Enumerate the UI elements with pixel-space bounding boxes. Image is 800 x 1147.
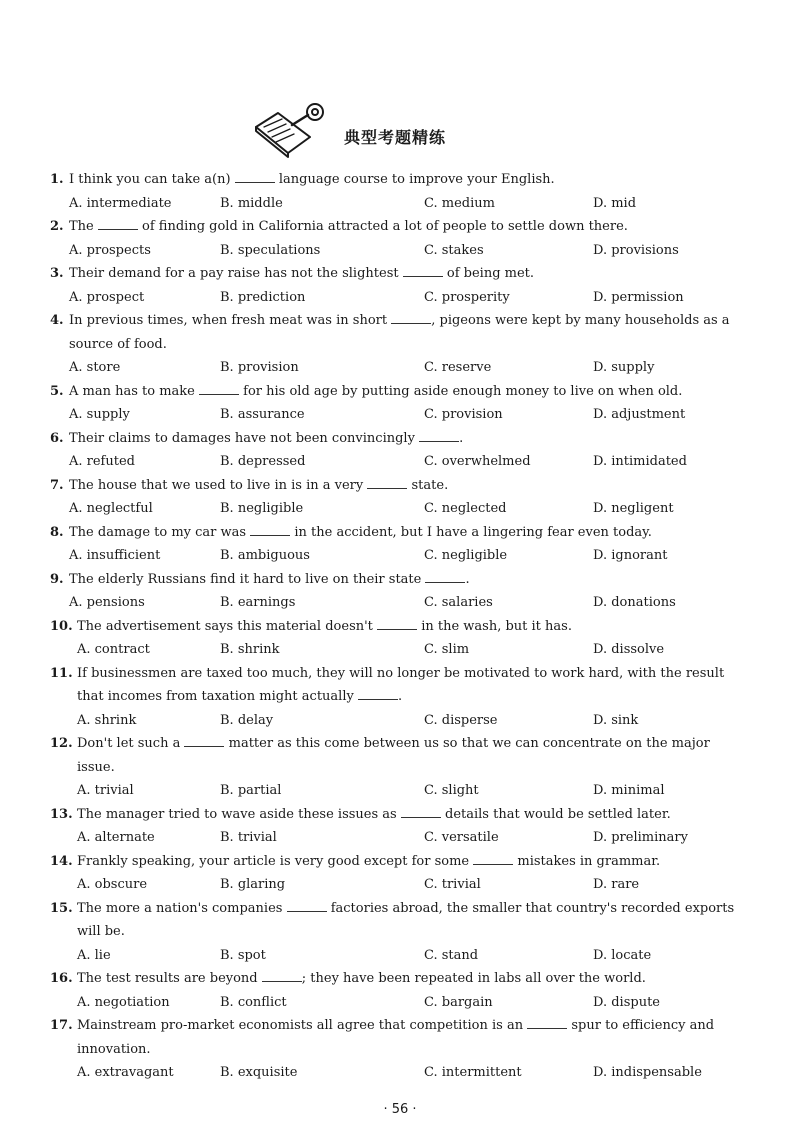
question-stem [0, 474, 800, 498]
option-b: B. conflict [220, 994, 287, 1010]
option-d: D. dispute [593, 994, 660, 1010]
question-stem [0, 521, 800, 545]
answer-blank [527, 1016, 567, 1029]
stem-after: details that would be settled later. [445, 806, 671, 822]
options-row [0, 709, 800, 733]
question-9 [0, 568, 800, 615]
stem-after: . [465, 571, 470, 587]
option-c: C. disperse [424, 712, 498, 728]
options-row [0, 591, 800, 615]
options-row [0, 944, 800, 968]
option-a: A. intermediate [69, 195, 172, 211]
option-d: D. adjustment [593, 407, 686, 422]
stem-before: Frankly speaking, your article is very good except for some [77, 853, 470, 869]
stem-before: If businessmen are taxed too much, they will no longer be motivated to work hard, with the result that incomes from taxation might actually [77, 665, 725, 704]
stem-before: The [69, 219, 94, 234]
option-d: D. ignorant [593, 548, 668, 563]
stem-before: The more a nation's companies [77, 900, 283, 916]
stem-after: matter as this come between us so that we can concentrate on the major issue. [77, 736, 710, 775]
option-b: B. provision [220, 360, 299, 375]
option-a: A. pensions [69, 595, 145, 610]
question-stem [0, 615, 800, 639]
stem-after: of finding gold in California attracted a lot of people to settle down there. [142, 219, 628, 234]
option-c: C. provision [424, 407, 503, 422]
answer-blank [377, 617, 417, 630]
stem-after: spur to efficiency and innovation. [77, 1018, 715, 1057]
option-a: A. shrink [77, 712, 137, 728]
question-15 [0, 897, 800, 968]
option-d: D. dissolve [593, 642, 665, 657]
question-stem [0, 427, 800, 451]
option-b: B. exquisite [220, 1065, 298, 1080]
stem-after: of being met. [446, 266, 535, 281]
option-b: B. trivial [220, 830, 277, 845]
answer-blank [401, 805, 441, 818]
question-number: 4. [50, 313, 64, 328]
stem-before: The advertisement says this material doesn't [77, 618, 373, 634]
question-number: 3. [50, 266, 64, 281]
question-stem [0, 662, 800, 709]
option-b: B. ambiguous [220, 548, 310, 563]
option-d: D. permission [593, 289, 684, 305]
option-d: D. rare [593, 877, 640, 892]
question-stem [0, 262, 800, 286]
option-c: C. versatile [424, 830, 499, 845]
stem-before: A man has to make [69, 383, 195, 399]
answer-blank [403, 264, 443, 277]
question-13 [0, 803, 800, 850]
option-c: C. neglected [424, 501, 507, 516]
option-c: C. reserve [424, 360, 492, 375]
question-7 [0, 474, 800, 521]
question-6 [0, 427, 800, 474]
options-row [0, 1061, 800, 1085]
question-stem [0, 309, 800, 356]
stem-before: The elderly Russians find it hard to live on their state [69, 571, 422, 587]
option-d: D. intimidated [593, 454, 687, 469]
stem-after: ; they have been repeated in labs all over the world. [301, 971, 646, 986]
option-c: C. slim [424, 642, 470, 657]
option-c: C. overwhelmed [424, 454, 531, 469]
option-b: B. depressed [220, 454, 306, 469]
options-row [0, 286, 800, 310]
stem-after: . [397, 689, 403, 704]
answer-blank [419, 429, 459, 442]
option-d: D. preliminary [593, 830, 688, 845]
question-11 [0, 662, 800, 733]
option-d: D. provisions [593, 242, 679, 258]
option-a: A. contract [77, 642, 150, 657]
question-number: 17. [50, 1018, 73, 1033]
answer-blank [367, 476, 407, 489]
question-17 [0, 1014, 800, 1085]
option-c: C. negligible [424, 548, 508, 563]
option-d: D. negligent [593, 501, 674, 516]
answer-blank [98, 217, 138, 230]
stem-before: The house that we used to live in is in a very [69, 477, 364, 493]
options-row [0, 239, 800, 263]
question-5 [0, 380, 800, 427]
option-c: C. stakes [424, 242, 484, 258]
notebook-key-icon [252, 103, 332, 161]
option-b: B. speculations [220, 242, 321, 258]
stem-after: factories abroad, the smaller that country's recorded exports will be. [77, 900, 735, 939]
option-a: A. prospects [69, 242, 151, 258]
stem-after: state. [411, 477, 449, 493]
option-a: A. extravagant [77, 1065, 174, 1080]
question-stem [0, 568, 800, 592]
options-row [0, 450, 800, 474]
question-stem [0, 897, 800, 944]
answer-blank [235, 170, 275, 183]
option-b: B. negligible [220, 501, 304, 516]
answer-blank [250, 523, 290, 536]
question-stem [0, 732, 800, 779]
question-number: 13. [50, 806, 73, 822]
stem-before: The manager tried to wave aside these issues as [77, 806, 397, 822]
stem-after: language course to improve your English. [278, 172, 555, 187]
answer-blank [391, 311, 431, 324]
question-number: 15. [50, 900, 73, 916]
option-b: B. shrink [220, 642, 280, 657]
question-14 [0, 850, 800, 897]
option-d: D. sink [593, 712, 639, 728]
stem-after: mistakes in grammar. [517, 853, 661, 869]
question-stem [0, 215, 800, 239]
options-row [0, 544, 800, 568]
question-number: 9. [50, 571, 64, 587]
option-c: C. stand [424, 947, 479, 963]
stem-after: , pigeons were kept by many households as a source of food. [69, 313, 730, 352]
option-a: A. lie [77, 947, 111, 963]
option-c: C. intermittent [424, 1065, 522, 1080]
question-list [0, 168, 800, 1085]
option-a: A. alternate [77, 830, 155, 845]
option-d: D. locate [593, 947, 652, 963]
stem-before: The damage to my car was [69, 524, 247, 540]
option-b: B. earnings [220, 595, 296, 610]
question-number: 12. [50, 736, 73, 751]
question-number: 11. [50, 665, 73, 681]
option-c: C. trivial [424, 877, 481, 892]
option-a: A. supply [69, 407, 130, 422]
option-b: B. delay [220, 712, 274, 728]
option-b: B. assurance [220, 407, 305, 422]
stem-after: . [459, 430, 464, 446]
options-row [0, 192, 800, 216]
question-stem [0, 380, 800, 404]
page-number: · 56 · [383, 1102, 417, 1117]
option-c: C. slight [424, 783, 479, 798]
answer-blank [473, 852, 513, 865]
option-d: D. minimal [593, 783, 665, 798]
stem-after: for his old age by putting aside enough money to live on when old. [243, 383, 683, 399]
option-a: A. insufficient [69, 548, 161, 563]
question-number: 5. [50, 383, 64, 399]
option-c: C. salaries [424, 595, 493, 610]
question-number: 1. [50, 172, 64, 187]
question-stem [0, 803, 800, 827]
option-b: B. glaring [220, 877, 286, 892]
stem-before: The test results are beyond [77, 971, 258, 986]
option-b: B. spot [220, 947, 266, 963]
question-stem [0, 168, 800, 192]
options-row [0, 779, 800, 803]
question-number: 6. [50, 430, 64, 446]
question-1 [0, 168, 800, 215]
answer-blank [425, 570, 465, 583]
option-c: C. prosperity [424, 289, 510, 305]
question-stem [0, 850, 800, 874]
answer-blank [358, 687, 398, 700]
option-c: C. medium [424, 195, 495, 211]
options-row [0, 873, 800, 897]
stem-before: I think you can take a(n) [69, 172, 231, 187]
stem-before: Their claims to damages have not been convincingly [69, 430, 415, 446]
option-b: B. partial [220, 783, 282, 798]
option-a: A. trivial [77, 783, 134, 798]
answer-blank [287, 899, 327, 912]
question-8 [0, 521, 800, 568]
question-10 [0, 615, 800, 662]
options-row [0, 403, 800, 427]
answer-blank [184, 734, 224, 747]
question-4 [0, 309, 800, 380]
stem-after: in the accident, but I have a lingering fear even today. [294, 524, 652, 540]
section-title: 典型考题精练 [344, 128, 447, 147]
question-number: 16. [50, 971, 73, 986]
answer-blank [199, 382, 239, 395]
stem-after: in the wash, but it has. [421, 618, 572, 634]
option-a: A. store [69, 360, 121, 375]
option-a: A. obscure [77, 877, 148, 892]
question-stem [0, 967, 800, 991]
answer-blank [262, 969, 302, 982]
question-3 [0, 262, 800, 309]
question-number: 10. [50, 618, 73, 634]
stem-before: Mainstream pro-market economists all agree that competition is an [77, 1018, 524, 1033]
option-b: B. prediction [220, 289, 306, 305]
options-row [0, 826, 800, 850]
option-a: A. prospect [69, 289, 145, 305]
question-2 [0, 215, 800, 262]
stem-before: Don't let such a [77, 736, 181, 751]
options-row [0, 356, 800, 380]
section-header [0, 103, 800, 163]
question-number: 2. [50, 219, 64, 234]
options-row [0, 497, 800, 521]
option-b: B. middle [220, 195, 283, 211]
question-number: 7. [50, 477, 64, 493]
option-d: D. mid [593, 195, 637, 211]
option-a: A. refuted [69, 454, 135, 469]
stem-before: Their demand for a pay raise has not the slightest [69, 266, 399, 281]
options-row [0, 991, 800, 1015]
stem-before: In previous times, when fresh meat was in short [69, 313, 388, 328]
option-a: A. neglectful [69, 501, 153, 516]
option-d: D. donations [593, 595, 676, 610]
options-row [0, 638, 800, 662]
option-c: C. bargain [424, 994, 493, 1010]
option-d: D. supply [593, 360, 655, 375]
question-number: 8. [50, 524, 64, 540]
question-16 [0, 967, 800, 1014]
question-12 [0, 732, 800, 803]
question-stem [0, 1014, 800, 1061]
question-number: 14. [50, 853, 73, 869]
option-a: A. negotiation [77, 994, 170, 1010]
option-d: D. indispensable [593, 1065, 702, 1080]
